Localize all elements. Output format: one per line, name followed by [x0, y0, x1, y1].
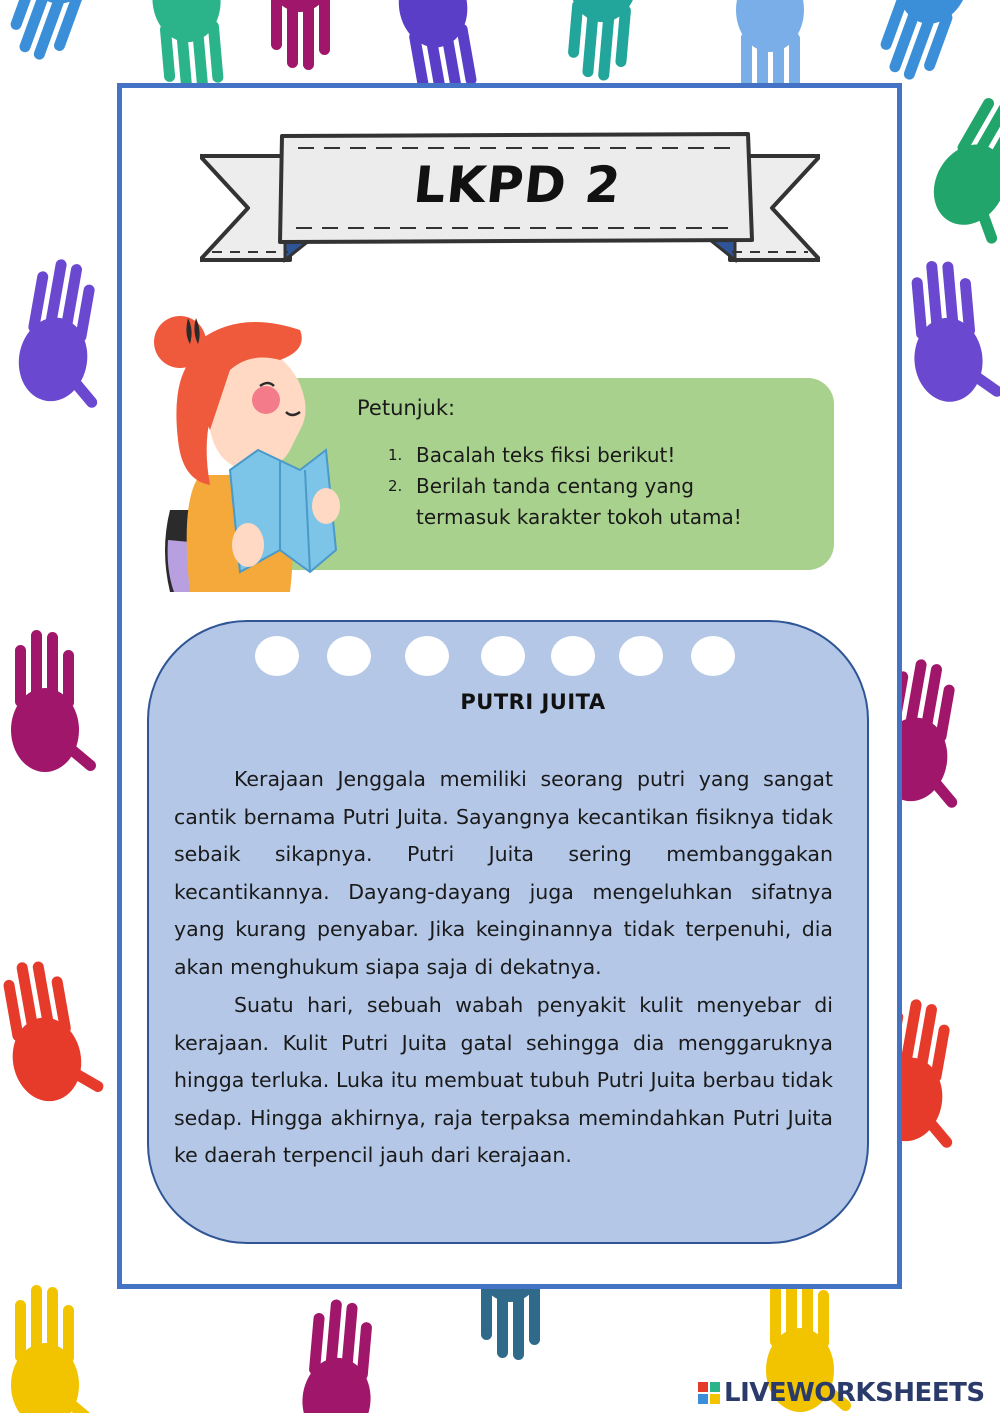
girl-reading-map-illustration [140, 310, 350, 592]
notebook-hole [551, 636, 595, 676]
worksheet-title: LKPD 2 [410, 156, 625, 214]
instruction-number: 2. [388, 477, 403, 495]
notebook-hole [691, 636, 735, 676]
instruction-text [416, 471, 742, 533]
notebook-hole [405, 636, 449, 676]
instruction-item [388, 440, 808, 471]
liveworksheets-logo-text: LIVEWORKSHEETS [724, 1378, 985, 1408]
notebook-hole [255, 636, 299, 676]
notebook-hole [481, 636, 525, 676]
instructions-list [388, 440, 808, 533]
liveworksheets-logo-icon [698, 1382, 720, 1404]
story-paragraph: Kerajaan Jenggala memiliki seorang putri yang sangat cantik bernama Putri Juita. Sayangnya kecantikan fisiknya tidak sebaik sikapnya. Putri Juita sering membanggakan kecantikannya. Dayang-dayang juga mengeluhkan sifatnya yang kurang penyabar. Jika keinginannya tidak terpenuhi, dia akan menghukum siapa saja di dekatnya. [174, 767, 833, 979]
instruction-line: Berilah tanda centang yang [416, 474, 694, 498]
story-title: PUTRI JUITA [460, 690, 606, 714]
instruction-item [388, 471, 808, 533]
instruction-line: termasuk karakter tokoh utama! [416, 505, 742, 529]
notebook-hole [619, 636, 663, 676]
liveworksheets-logo[interactable] [698, 1375, 985, 1411]
instruction-number: 1. [388, 446, 403, 464]
instructions-heading: Petunjuk: [357, 396, 456, 420]
instruction-text: Bacalah teks fiksi berikut! [416, 443, 676, 467]
story-paragraph: Suatu hari, sebuah wabah penyakit kulit menyebar di kerajaan. Kulit Putri Juita gatal sehingga dia menggaruknya hingga terluka. Luka itu membuat tubuh Putri Juita berbau tidak sedap. Hingga akhirnya, raja terpaksa memindahkan Putri Juita ke daerah terpencil jauh dari kerajaan. [174, 993, 833, 1168]
notebook-hole [327, 636, 371, 676]
